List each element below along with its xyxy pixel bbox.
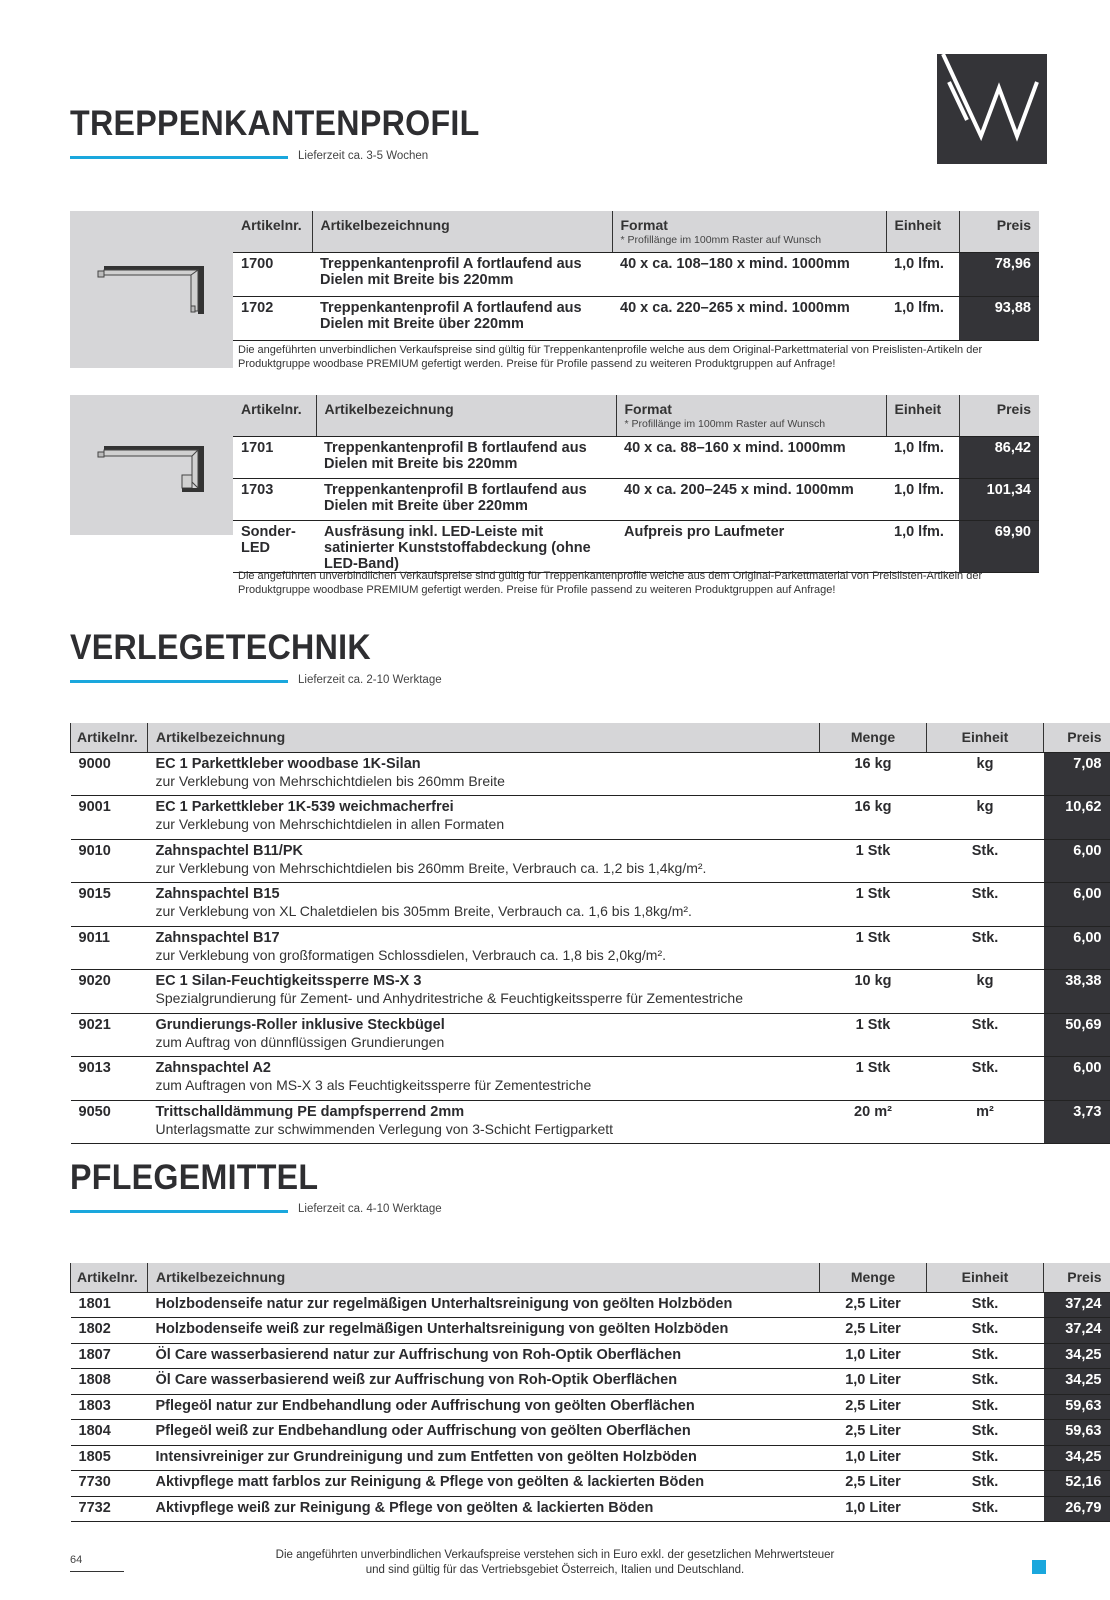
artikel-description: zur Verklebung von Mehrschichtdielen in allen Formaten [155, 816, 505, 832]
section-title-treppenkantenprofil: TREPPENKANTENPROFIL [70, 104, 480, 143]
menge: 2,5 Liter [820, 1471, 927, 1497]
artikelnr: 1808 [71, 1369, 148, 1395]
artikelbezeichnung [148, 970, 820, 1014]
header-artikelbezeichnung: Artikelbezeichnung [312, 211, 612, 252]
profile-image-box-b [70, 395, 233, 535]
einheit: 1,0 lfm. [886, 478, 959, 520]
menge: 1 Stk [820, 926, 927, 970]
header-artikelnr: Artikelnr. [71, 1263, 148, 1292]
table-row [71, 1420, 1110, 1446]
price-note-b: Die angeführten unverbindlichen Verkaufspreise sind gültig für Treppenkantenprofile welche aus dem Original-Parkettmaterial von Preislisten-Artikeln der Produktgruppe woodbase PREMIUM gefertigt werden. Preise für Profile passend zu weiteren Produktgruppen auf Anfrage! [238, 570, 983, 596]
artikel-name: EC 1 Parkettkleber 1K-539 weichmacherfrei [155, 799, 454, 815]
artikelbezeichnung [148, 1496, 820, 1522]
artikelnr: 1700 [233, 252, 312, 296]
preis: 37,24 [1044, 1318, 1110, 1344]
page-number-rule [70, 1571, 124, 1572]
table-treppen-b [233, 395, 1039, 573]
table-row [71, 1496, 1110, 1522]
table-verlegetechnik [70, 723, 1110, 1144]
table-row [71, 1318, 1110, 1344]
menge: 1,0 Liter [820, 1369, 927, 1395]
artikelbezeichnung [148, 1471, 820, 1497]
artikelnr: 1701 [233, 436, 316, 478]
artikelnr: 1702 [233, 296, 312, 340]
artikel-name: Zahnspachtel B11/PK [155, 842, 303, 859]
artikelnr: 9020 [71, 970, 148, 1014]
artikel-description: zum Auftrag von dünnflüssigen Grundierungen [155, 1033, 445, 1050]
preis: 6,00 [1044, 839, 1110, 883]
artikel-description: zum Auftragen von MS-X 3 als Feuchtigkeitssperre für Zementestriche [155, 1077, 592, 1093]
artikelnr: 1703 [233, 478, 316, 520]
table-row [233, 478, 1039, 520]
table-row [71, 1292, 1110, 1318]
artikel-name: Zahnspachtel B17 [155, 929, 280, 946]
preis: 34,25 [1044, 1445, 1110, 1471]
einheit: Stk. [927, 1420, 1044, 1446]
menge: 1 Stk [820, 1013, 927, 1057]
artikelbezeichnung [148, 1445, 820, 1471]
format: 40 x ca. 220–265 x mind. 1000mm [612, 296, 886, 340]
menge: 1 Stk [820, 1057, 927, 1101]
verlege-rows [71, 752, 1110, 1144]
table-row [233, 296, 1039, 340]
table-row [71, 1013, 1110, 1057]
accent-rule [70, 1210, 288, 1213]
preis: 6,00 [1044, 883, 1110, 927]
price-note-a: Die angeführten unverbindlichen Verkaufspreise sind gültig für Treppenkantenprofile welche aus dem Original-Parkettmaterial von Preislisten-Artikeln der Produktgruppe woodbase PREMIUM gefertigt werden. Preise für Profile passend zu weiteren Produktgruppen auf Anfrage! [238, 344, 983, 370]
preis: 38,38 [1044, 970, 1110, 1014]
artikelbezeichnung [148, 1057, 820, 1101]
artikelnr: 1801 [71, 1292, 148, 1318]
artikelnr: 9015 [71, 883, 148, 927]
artikelbezeichnung: Treppenkantenprofil B fortlaufend aus Dielen mit Breite bis 220mm [316, 436, 616, 478]
table-row [71, 752, 1110, 796]
menge: 2,5 Liter [820, 1292, 927, 1318]
section-title-pflegemittel: PFLEGEMITTEL [70, 1158, 319, 1197]
artikel-name: Aktivpflege matt farblos zur Reinigung & Pflege von geölten & lackierten Böden [155, 1474, 705, 1490]
artikelbezeichnung [148, 1343, 820, 1369]
artikelnr: 9001 [71, 796, 148, 840]
format: Aufpreis pro Laufmeter [616, 520, 886, 572]
header-format-label: Format [620, 217, 668, 233]
table-row [233, 520, 1039, 572]
preis: 37,24 [1044, 1292, 1110, 1318]
table-row [71, 1445, 1110, 1471]
artikel-name: EC 1 Silan-Feuchtigkeitssperre MS-X 3 [155, 973, 422, 989]
header-preis: Preis [959, 395, 1039, 436]
preis: 26,79 [1044, 1496, 1110, 1522]
header-format [612, 211, 886, 252]
format: 40 x ca. 200–245 x mind. 1000mm [616, 478, 886, 520]
artikel-name: Pflegeöl natur zur Endbehandlung oder Auffrischung von geölten Oberflächen [155, 1397, 695, 1414]
artikelbezeichnung [148, 1369, 820, 1395]
header-artikelbezeichnung: Artikelbezeichnung [148, 723, 820, 752]
artikel-name: EC 1 Parkettkleber woodbase 1K-Silan [155, 755, 421, 772]
table-row [233, 252, 1039, 296]
einheit: Stk. [927, 1292, 1044, 1318]
footer-note [230, 1548, 880, 1578]
einheit: Stk. [927, 1394, 1044, 1420]
artikel-name: Öl Care wasserbasierend weiß zur Auffrischung von Roh-Optik Oberflächen [155, 1372, 678, 1388]
preis: 34,25 [1044, 1369, 1110, 1395]
einheit: kg [927, 752, 1044, 796]
einheit: kg [927, 796, 1044, 840]
artikelbezeichnung: Ausfräsung inkl. LED-Leiste mit satinierter Kunststoffabdeckung (ohne LED-Band) [316, 520, 616, 572]
artikelnr: 7730 [71, 1471, 148, 1497]
table-pflegemittel [70, 1263, 1110, 1522]
einheit: kg [927, 970, 1044, 1014]
artikelnr: 1805 [71, 1445, 148, 1471]
artikel-description: zur Verklebung von Mehrschichtdielen bis 260mm Breite [155, 772, 505, 789]
header-artikelbezeichnung: Artikelbezeichnung [316, 395, 616, 436]
table-row [233, 436, 1039, 478]
artikel-name: Zahnspachtel B15 [155, 886, 280, 902]
artikelbezeichnung: Treppenkantenprofil B fortlaufend aus Dielen mit Breite über 220mm [316, 478, 616, 520]
table-row [71, 1394, 1110, 1420]
menge: 2,5 Liter [820, 1394, 927, 1420]
artikelnr: 9010 [71, 839, 148, 883]
einheit: 1,0 lfm. [886, 252, 959, 296]
preis: 34,25 [1044, 1343, 1110, 1369]
lieferzeit-treppen: Lieferzeit ca. 3-5 Wochen [298, 150, 429, 162]
table-row [71, 1100, 1110, 1144]
artikelbezeichnung [148, 752, 820, 796]
lieferzeit-verlege: Lieferzeit ca. 2-10 Werktage [298, 674, 442, 686]
artikel-description: Unterlagsmatte zur schwimmenden Verlegung von 3-Schicht Fertigparkett [155, 1120, 614, 1137]
artikelbezeichnung [148, 1100, 820, 1144]
artikelnr: 7732 [71, 1496, 148, 1522]
footer-note-line2: und sind gültig für das Vertriebsgebiet Österreich, Italien und Deutschland. [365, 1564, 745, 1576]
preis: 93,88 [959, 296, 1039, 340]
preis: 6,00 [1044, 926, 1110, 970]
preis: 6,00 [1044, 1057, 1110, 1101]
table-row [71, 1057, 1110, 1101]
preis: 10,62 [1044, 796, 1110, 840]
artikelnr: 9013 [71, 1057, 148, 1101]
artikelnr: Sonder-LED [233, 520, 316, 572]
menge: 2,5 Liter [820, 1318, 927, 1344]
artikelnr: 1807 [71, 1343, 148, 1369]
artikelbezeichnung [148, 1013, 820, 1057]
stair-edge-profile-b-icon [94, 440, 210, 496]
einheit: m² [927, 1100, 1044, 1144]
artikelbezeichnung [148, 796, 820, 840]
table-treppen-a [233, 211, 1039, 341]
artikelnr: 9000 [71, 752, 148, 796]
artikel-description: zur Verklebung von XL Chaletdielen bis 305mm Breite, Verbrauch ca. 1,6 bis 1,8kg/m². [155, 903, 692, 919]
header-menge: Menge [820, 1263, 927, 1292]
menge: 1,0 Liter [820, 1445, 927, 1471]
artikel-description: Spezialgrundierung für Zement- und Anhydritestriche & Feuchtigkeitssperre für Zementestriche [155, 990, 744, 1006]
artikel-name: Zahnspachtel A2 [155, 1060, 271, 1076]
header-artikelnr: Artikelnr. [233, 395, 316, 436]
header-format-label: Format [624, 401, 672, 417]
table-row [71, 1471, 1110, 1497]
artikelnr: 9021 [71, 1013, 148, 1057]
lieferzeit-pflege: Lieferzeit ca. 4-10 Werktage [298, 1203, 442, 1215]
artikelbezeichnung [148, 926, 820, 970]
artikelbezeichnung [148, 1318, 820, 1344]
artikelbezeichnung [148, 883, 820, 927]
table-row [71, 1369, 1110, 1395]
artikelbezeichnung [148, 839, 820, 883]
artikelnr: 1804 [71, 1420, 148, 1446]
menge: 16 kg [820, 796, 927, 840]
header-preis: Preis [959, 211, 1039, 252]
artikel-name: Holzbodenseife natur zur regelmäßigen Unterhaltsreinigung von geölten Holzböden [155, 1295, 733, 1312]
preis: 59,63 [1044, 1420, 1110, 1446]
einheit: Stk. [927, 1057, 1044, 1101]
format: 40 x ca. 88–160 x mind. 1000mm [616, 436, 886, 478]
menge: 20 m² [820, 1100, 927, 1144]
header-artikelnr: Artikelnr. [71, 723, 148, 752]
preis: 7,08 [1044, 752, 1110, 796]
menge: 1 Stk [820, 839, 927, 883]
menge: 10 kg [820, 970, 927, 1014]
einheit: 1,0 lfm. [886, 520, 959, 572]
artikel-name: Pflegeöl weiß zur Endbehandlung oder Auffrischung von geölten Oberflächen [155, 1423, 691, 1439]
header-preis: Preis [1044, 1263, 1110, 1292]
einheit: Stk. [927, 1369, 1044, 1395]
einheit: Stk. [927, 1013, 1044, 1057]
table-row [71, 796, 1110, 840]
artikel-name: Öl Care wasserbasierend natur zur Auffrischung von Roh-Optik Oberflächen [155, 1346, 682, 1363]
artikel-name: Holzbodenseife weiß zur regelmäßigen Unterhaltsreinigung von geölten Holzböden [155, 1321, 729, 1337]
table-row [71, 926, 1110, 970]
table-row [71, 883, 1110, 927]
artikelbezeichnung: Treppenkantenprofil A fortlaufend aus Dielen mit Breite bis 220mm [312, 252, 612, 296]
menge: 16 kg [820, 752, 927, 796]
accent-rule [70, 680, 288, 683]
format: 40 x ca. 108–180 x mind. 1000mm [612, 252, 886, 296]
menge: 1,0 Liter [820, 1496, 927, 1522]
artikel-description: zur Verklebung von Mehrschichtdielen bis 260mm Breite, Verbrauch ca. 1,2 bis 1,4kg/m². [155, 859, 707, 876]
header-artikelnr: Artikelnr. [233, 211, 312, 252]
table-row [71, 1343, 1110, 1369]
preis: 78,96 [959, 252, 1039, 296]
einheit: Stk. [927, 1318, 1044, 1344]
preis: 3,73 [1044, 1100, 1110, 1144]
header-menge: Menge [820, 723, 927, 752]
einheit: Stk. [927, 1445, 1044, 1471]
einheit: Stk. [927, 926, 1044, 970]
artikelnr: 1802 [71, 1318, 148, 1344]
preis: 52,16 [1044, 1471, 1110, 1497]
header-einheit: Einheit [927, 1263, 1044, 1292]
header-einheit: Einheit [927, 723, 1044, 752]
artikel-name: Intensivreiniger zur Grundreinigung und zum Entfetten von geölten Holzböden [155, 1448, 697, 1465]
einheit: Stk. [927, 1343, 1044, 1369]
header-preis: Preis [1044, 723, 1110, 752]
preis: 101,34 [959, 478, 1039, 520]
footer-note-line1: Die angeführten unverbindlichen Verkaufspreise verstehen sich in Euro exkl. der gesetzlichen Mehrwertsteuer [275, 1549, 835, 1561]
table-row [71, 839, 1110, 883]
artikelbezeichnung: Treppenkantenprofil A fortlaufend aus Dielen mit Breite über 220mm [312, 296, 612, 340]
menge: 2,5 Liter [820, 1420, 927, 1446]
artikel-name: Aktivpflege weiß zur Reinigung & Pflege von geölten & lackierten Böden [155, 1499, 654, 1516]
artikelbezeichnung [148, 1420, 820, 1446]
pflege-rows [71, 1292, 1110, 1522]
accent-square [1032, 1560, 1046, 1574]
artikelbezeichnung [148, 1292, 820, 1318]
stair-edge-profile-a-icon [94, 263, 210, 319]
header-format-note: * Profillänge im 100mm Raster auf Wunsch [620, 234, 822, 246]
preis: 50,69 [1044, 1013, 1110, 1057]
w-logo-icon [937, 54, 1047, 164]
preis: 86,42 [959, 436, 1039, 478]
einheit: Stk. [927, 839, 1044, 883]
einheit: Stk. [927, 1496, 1044, 1522]
artikelnr: 9011 [71, 926, 148, 970]
menge: 1,0 Liter [820, 1343, 927, 1369]
einheit: 1,0 lfm. [886, 296, 959, 340]
artikel-name: Grundierungs-Roller inklusive Steckbügel [155, 1016, 445, 1033]
section-title-verlegetechnik: VERLEGETECHNIK [70, 628, 371, 667]
preis: 69,90 [959, 520, 1039, 572]
artikel-name: Trittschalldämmung PE dampfsperrend 2mm [155, 1103, 465, 1120]
table-row [71, 970, 1110, 1014]
profile-image-box-a [70, 211, 233, 368]
header-format-note: * Profillänge im 100mm Raster auf Wunsch [624, 418, 826, 430]
artikelnr: 9050 [71, 1100, 148, 1144]
einheit: 1,0 lfm. [886, 436, 959, 478]
artikelbezeichnung [148, 1394, 820, 1420]
menge: 1 Stk [820, 883, 927, 927]
artikel-description: zur Verklebung von großformatigen Schlossdielen, Verbrauch ca. 1,8 bis 2,0kg/m². [155, 946, 666, 963]
header-format [616, 395, 886, 436]
header-artikelbezeichnung: Artikelbezeichnung [148, 1263, 820, 1292]
header-einheit: Einheit [886, 211, 959, 252]
preis: 59,63 [1044, 1394, 1110, 1420]
einheit: Stk. [927, 883, 1044, 927]
einheit: Stk. [927, 1471, 1044, 1497]
header-einheit: Einheit [886, 395, 959, 436]
artikelnr: 1803 [71, 1394, 148, 1420]
accent-rule [70, 156, 288, 159]
page-number: 64 [70, 1554, 83, 1566]
